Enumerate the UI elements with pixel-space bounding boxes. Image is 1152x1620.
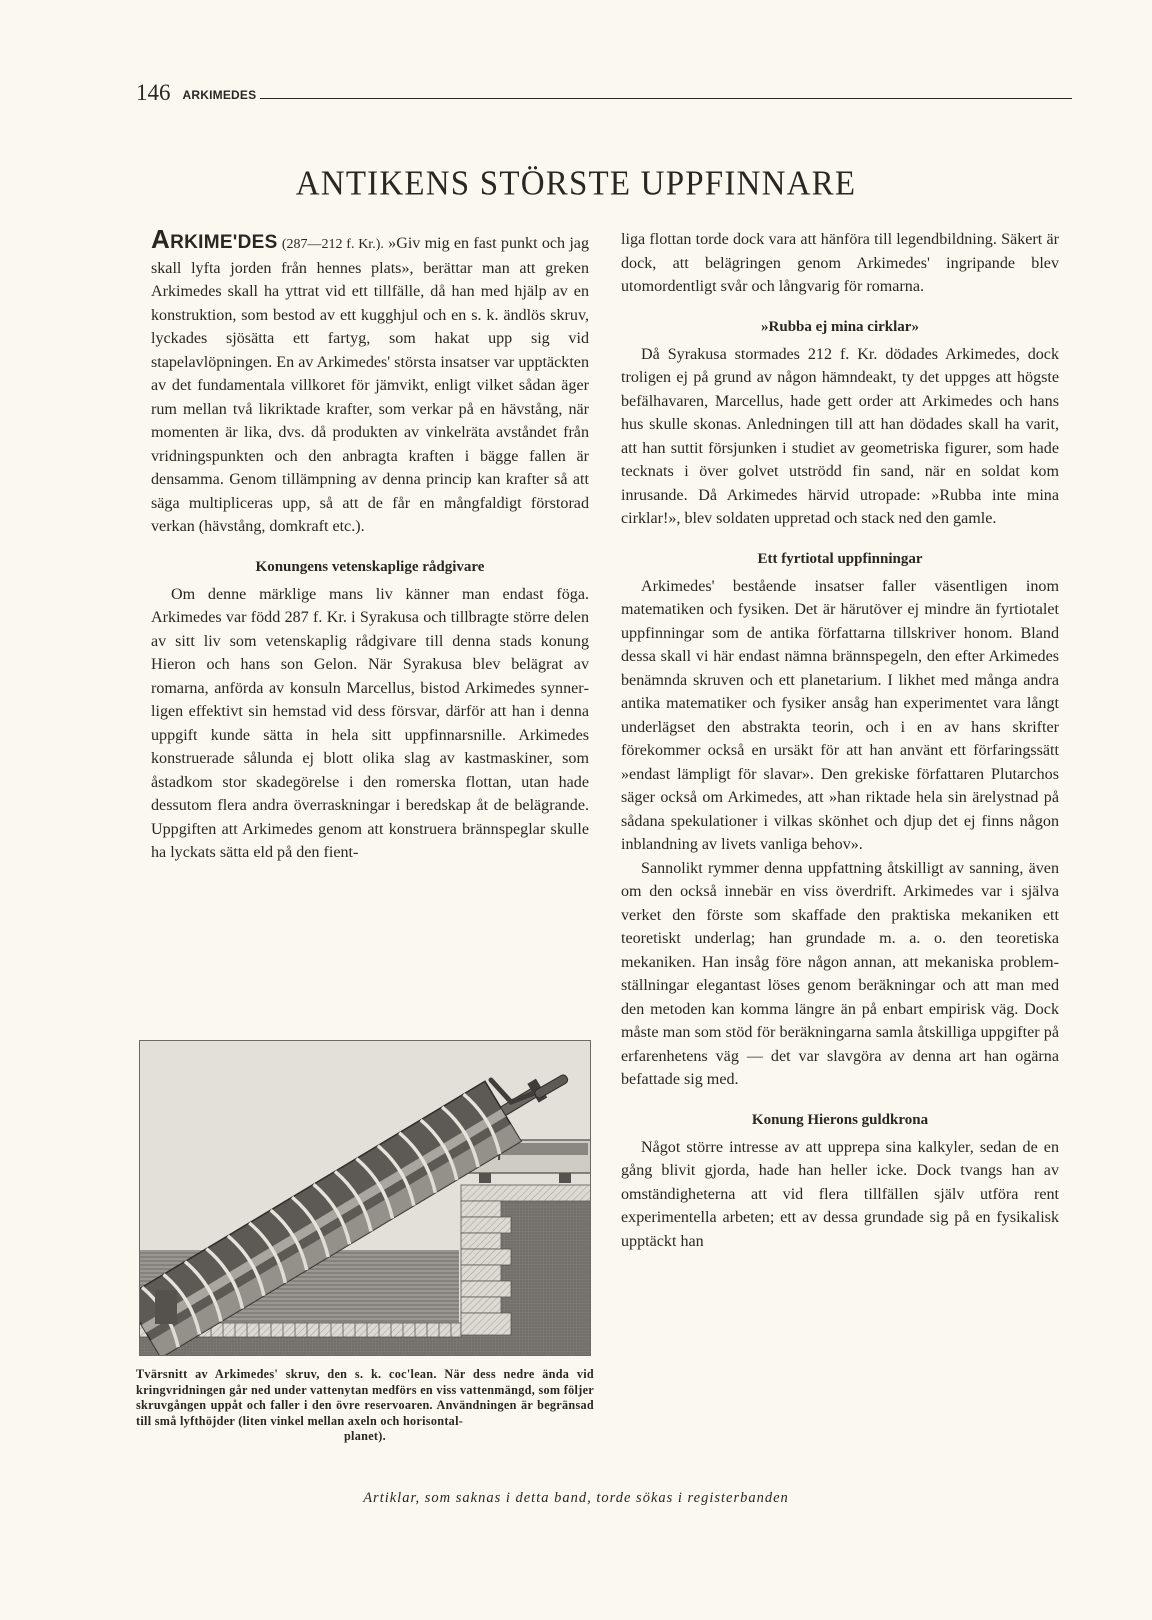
running-title: ARKIMEDES (182, 88, 257, 102)
section-heading-guldkrona: Konung Hierons guldkrona (751, 1111, 929, 1128)
screw-drawing-icon (139, 1040, 591, 1356)
figure-caption (136, 1367, 594, 1445)
article-title: ANTIKENS STÖRSTE UPPFINNARE (295, 165, 857, 203)
body-paragraph: liga flottan torde dock vara att hänföra till legendbildning. Säkert är dock, att belägringen genom Arkimedes' ingripande blev utomordentligt svår och långvarig för romarna. (621, 231, 1059, 295)
headword-rest: RKIME'DES (170, 232, 278, 253)
footer-note: Artiklar, som saknas i detta band, torde sökas i registerbanden (363, 1490, 789, 1506)
lead-paragraph (151, 224, 589, 539)
lead-text: »Giv mig en fast punkt och jag skall lyfta jorden från hennes plats», berättar man att greken Arkimedes skall ha yttrat vid ett tillfälle, då han med hjälp av en konstruktion, som bestod av ett kugghjul och en s. k. ändlös skruv, lyckades sjösätta ett fartyg, som hakat upp sig vid stapelavlöpningen. En av Arkimedes' största insatser var upptäckten av det fundamentala villkoret för jämvikt, enligt vilket sådan äger rum mellan två likriktade krafter, som verkar på en hävstång, när momenten är lika, dvs. då produkten av vinkelräta avståndet från vridningspunkten och den anbragta kraften i bägge fallen är densamma. Genom tillämpning av denna princip kan krafter så att säga multipliceras upp, så att de får en mångfaldigt förstorad verkan (hävstång, domkraft etc.). (151, 235, 589, 535)
figure-caption-last-line: planet). (343, 1429, 386, 1444)
right-column (621, 228, 1059, 1253)
page-number: 146 (136, 80, 171, 105)
running-header (136, 80, 1072, 104)
section-heading-uppfinningar: Ett fyrtiotal uppfinningar (757, 550, 923, 567)
headword (151, 224, 278, 254)
body-paragraph: Då Syrakusa stormades 212 f. Kr. dödades Arkimedes, dock troligen ej på grund av någon hämndeakt, ty det uppges att högste befälhavaren, Marcellus, hade gett order att Arkimedes och hans hus skulle skonas. Anledningen till att han dödades skall ha varit, att han suttit försjunken i studiet av geometriska figurer, som hade tecknats i över golvet utströdd fin sand, när en soldat kom inrusande. Då Arkimedes härvid utropade: »Rubba inte mina cirklar!», blev soldaten uppretad och stack ned den gamle. (621, 345, 1059, 527)
body-paragraph: Arkimedes' bestående insatser faller väsentligen inom matematiken och fysiken. Det är härutöver ej mindre än fyrtiotalet uppfinningar som de antika författarna tillskriver honom. Bland dessa skall vi här endast nämna brännspegeln, den efter Arkimedes benämnda skruven och ett planetarium. I likhet med många andra antika matematiker och fysiker ansåg han experimentet vara långt underlägset den abstrakta teorin, och i en av hans skrifter förekommer också en ursäkt för att han använt ett förfaringssätt »endast lämpligt för slavar». Den grekiske författaren Plutarchos säger också om Arkimedes, att »han riktade hela sin ärelystnad på sådana spekulationer i vilkas skönhet och djup det ej finns någon inblandning av livets vanliga behov». (621, 577, 1059, 853)
section-heading-rådgivare: Konungens vetenskaplige rådgivare (255, 558, 485, 575)
lead-dates: (287—212 f. Kr.). (281, 237, 384, 252)
left-column (151, 224, 589, 865)
body-paragraph: Något större intresse av att upprepa sina kalkyler, sedan de en gång blivit gjorda, hade han heller icke. Dock tvangs han av omständigheterna att vid flera tillfällen själv utföra rent experimentella arbeten; ett av dessa grundade sig på en fysikalisk upptäckt han (621, 1138, 1059, 1250)
archimedes-screw-illustration (139, 1040, 591, 1356)
figure-caption-text: Tvärsnitt av Arkimedes' skruv, den s. k. coc'lean. När dess nedre ända vid kringvridningen går ned under vattenytan medförs en viss vattenmängd, som följer skruvgången uppåt och faller i den övre reservoaren. Användningen är begränsad till små lyfthöjder (liten vinkel mellan axeln och horisontal- (136, 1367, 594, 1428)
body-paragraph: Om denne märklige mans liv känner man endast föga. Arkimedes var född 287 f. Kr. i Syrakusa och tillbragte större delen av sitt liv som vetenskaplig rådgivare till denna stads konung Hieron och hans son Gelon. När Syrakusa blev belägrat av romarna, anförda av konsuln Marcellus, bistod Arkimedes synnerligen effektivt sin hemstad vid dess försvar, därför att han i denna uppgift kunde sätta in hela sitt uppfinnarsnille. Arkimedes konstruerade sålunda ej blott olika slag av kastmaskiner, som åstadkom stor skadegörelse i den romerska flottan, utan hade dessutom flera andra överraskningar i beredskap åt de belägrande. Uppgiften att Arkimedes genom att konstruera brännspeglar skulle ha lyckats sätta eld på den fient- (151, 585, 589, 861)
headword-initial: A (151, 224, 171, 254)
section-heading-cirklar: »Rubba ej mina cirklar» (761, 318, 919, 335)
header-rule (260, 98, 1072, 99)
body-paragraph: Sannolikt rymmer denna uppfattning åtskilligt av sanning, även om den också innebär en viss överdrift. Arkimedes var i själva verket den förste som skaffade den praktiska mekaniken ett teoretiskt underlag; han grundade m. a. o. den teoretiska mekaniken. Han insåg före någon annan, att mekaniska problemställningar elegantast löses genom beräkningar och att man med den metoden kan komma längre än på enbart empirisk väg. Dock måste man som stöd för beräkningarna samla åtskilliga uppgifter på erfarenhetens väg — det var slavgöra av denna art han ogärna befattade sig med. (621, 859, 1059, 1088)
